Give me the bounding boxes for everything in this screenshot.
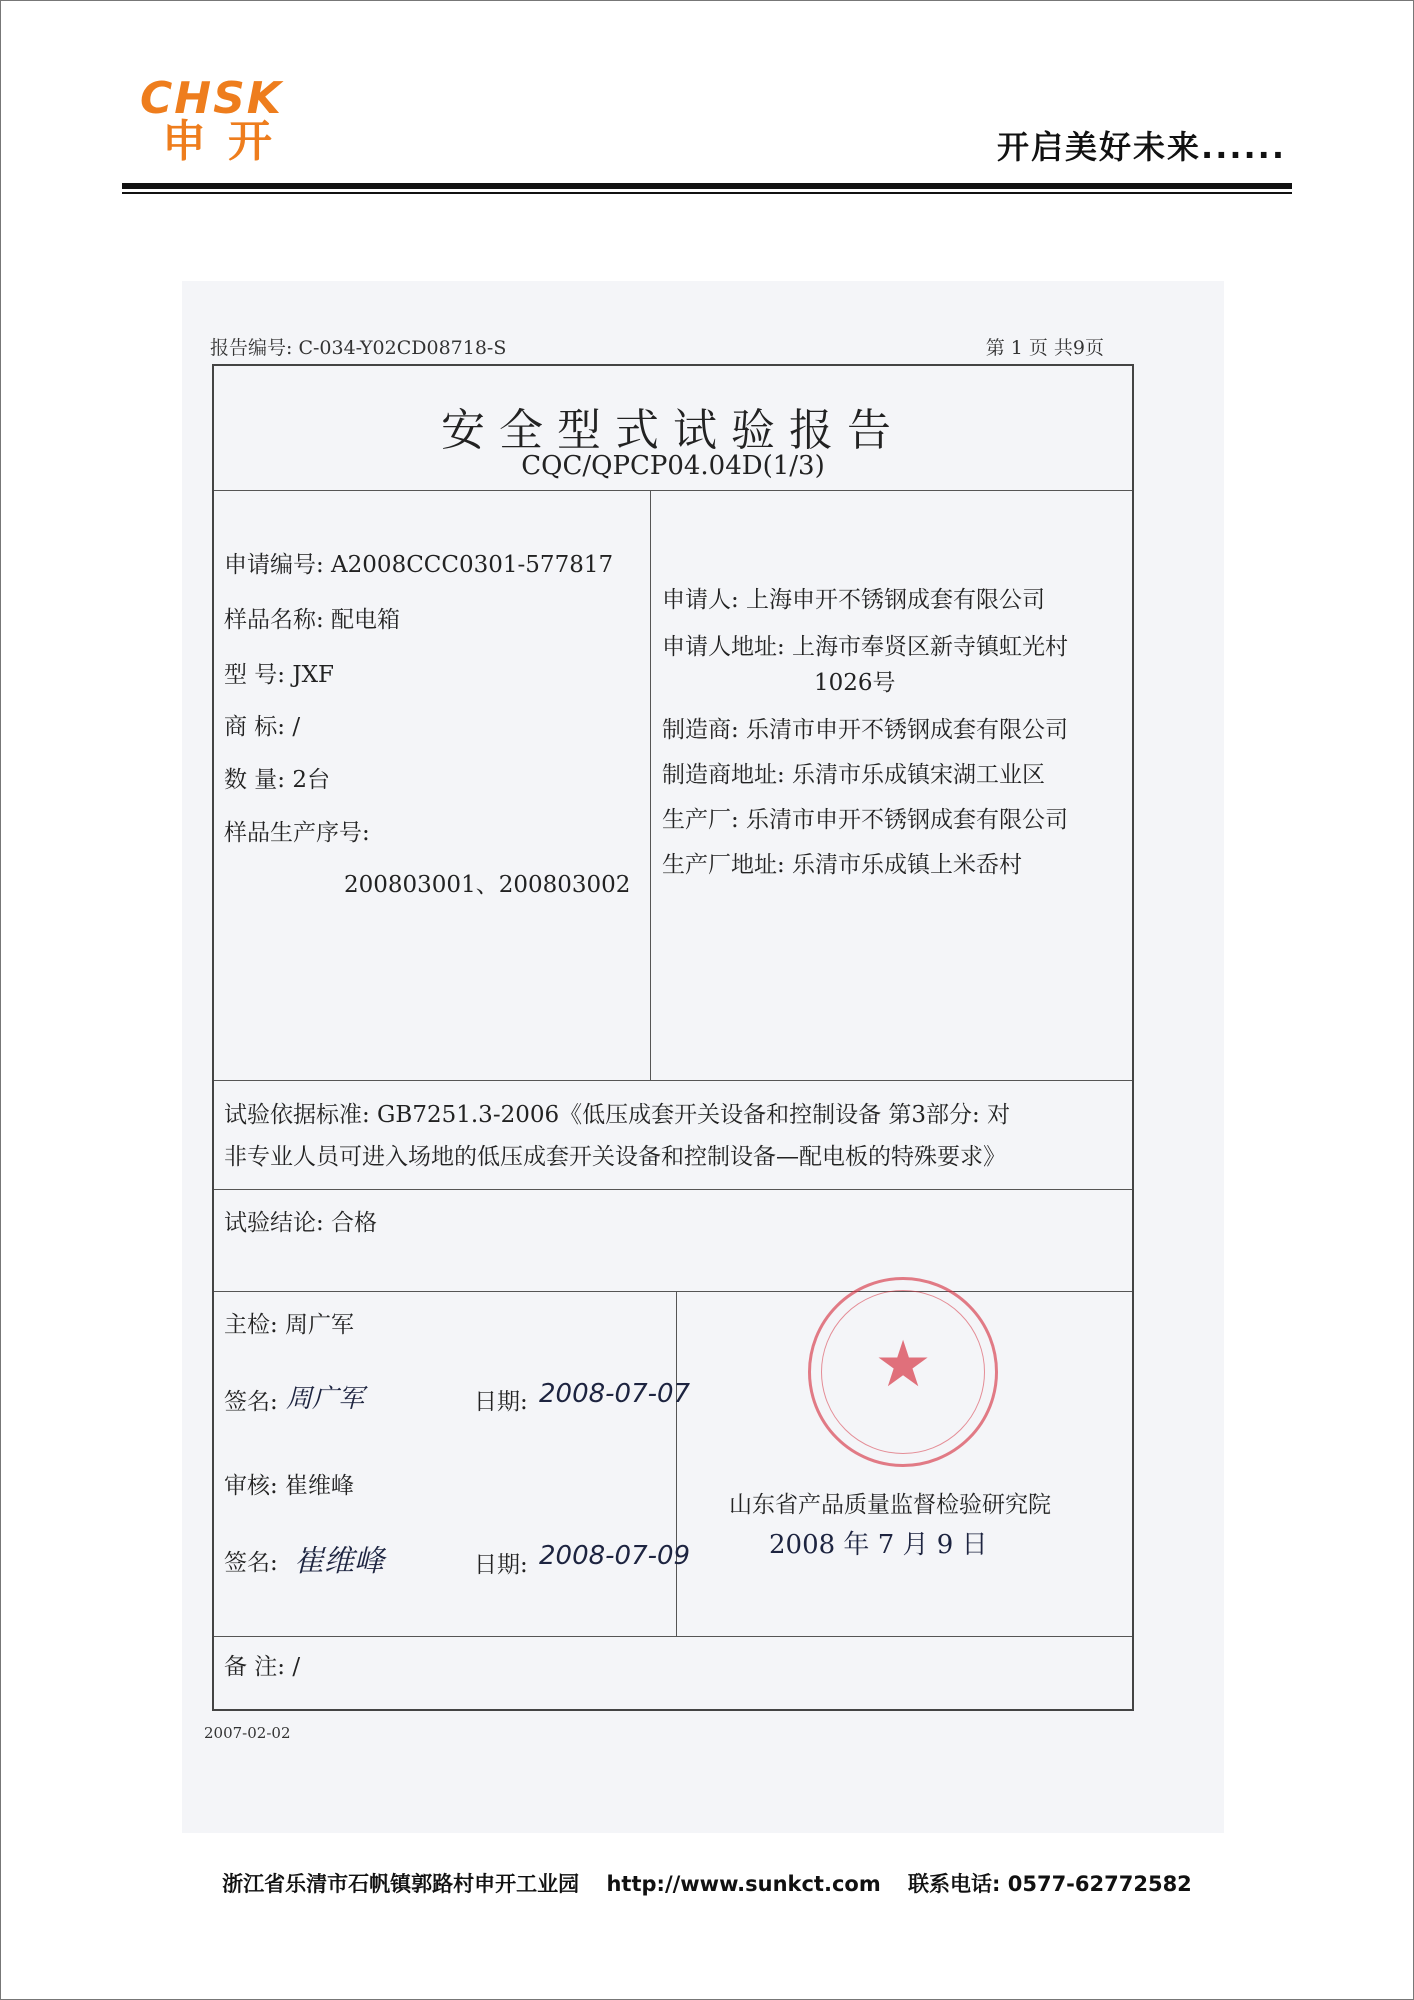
footer-contact: [0, 1868, 1414, 1898]
header-divider: [122, 183, 1292, 189]
official-seal-stamp: [808, 1277, 998, 1467]
seal-star-icon: ★: [874, 1328, 932, 1402]
serial-label: 样品生产序号:: [224, 820, 370, 846]
institute-date: 2008 年 7 月 9 日: [769, 1530, 988, 1560]
divider-above-conclusion: [214, 1189, 1132, 1190]
factory: 生产厂: 乐清市申开不锈钢成套有限公司: [662, 807, 1069, 833]
handwritten-date-1: 2008-07-07: [539, 1379, 691, 1409]
footer-website[interactable]: http://www.sunkct.com: [606, 1872, 881, 1896]
test-conclusion: 试验结论: 合格: [224, 1210, 378, 1236]
signature-column-divider: [676, 1291, 677, 1636]
logo-latin-text: CHSK: [140, 73, 283, 124]
remarks: 备 注: /: [224, 1654, 301, 1680]
application-number: 申请编号: A2008CCC0301-577817: [224, 552, 614, 578]
divider-above-signatures: [214, 1291, 1132, 1292]
date-label-2: 日期:: [474, 1552, 528, 1578]
report-number: 报告编号: C-034-Y02CD08718-S: [210, 337, 507, 359]
divider-above-remarks: [214, 1636, 1132, 1637]
testing-institute: 山东省产品质量监督检验研究院: [729, 1492, 1051, 1518]
applicant-address: 申请人地址: 上海市奉贤区新寺镇虹光村: [662, 634, 1069, 660]
company-logo: [140, 75, 340, 170]
serial-values: 200803001、200803002: [344, 872, 631, 898]
logo-chinese-text: 申开: [162, 116, 294, 167]
footer-address: 浙江省乐清市石帆镇郭路村申开工业园: [222, 1872, 580, 1896]
page-indicator: 第 1 页 共9页: [985, 337, 1104, 359]
report-title: 安全型式试验报告: [441, 405, 905, 456]
chief-inspector: 主检: 周广军: [224, 1312, 355, 1338]
handwritten-signature-1: 周广军: [286, 1384, 365, 1414]
reviewer: 审核: 崔维峰: [224, 1473, 355, 1499]
divider-above-standard: [214, 1080, 1132, 1081]
model: 型 号: JXF: [224, 662, 334, 688]
applicant-address-cont: 1026号: [814, 670, 896, 696]
handwritten-signature-2: 崔维峰: [294, 1544, 384, 1579]
test-standard-line-2: 非专业人员可进入场地的低压成套开关设备和控制设备—配电板的特殊要求》: [224, 1144, 1006, 1170]
header-divider-thin: [122, 192, 1292, 194]
trademark: 商 标: /: [224, 714, 301, 740]
date-label-1: 日期:: [474, 1389, 528, 1415]
factory-address: 生产厂地址: 乐清市乐成镇上米岙村: [662, 852, 1023, 878]
column-divider: [650, 490, 651, 1080]
handwritten-date-2: 2008-07-09: [539, 1541, 691, 1571]
quantity: 数 量: 2台: [224, 767, 331, 793]
company-slogan: 开启美好未来......: [997, 128, 1286, 166]
divider-under-title: [214, 490, 1132, 491]
signature-label-1: 签名:: [224, 1389, 278, 1415]
applicant: 申请人: 上海申开不锈钢成套有限公司: [662, 587, 1046, 613]
form-code: CQC/QPCP04.04D(1/3): [521, 451, 825, 481]
signature-label-2: 签名:: [224, 1550, 278, 1576]
test-standard-line-1: 试验依据标准: GB7251.3-2006《低压成套开关设备和控制设备 第3部分: 对: [224, 1102, 1011, 1128]
report-form: [212, 364, 1134, 1711]
sample-name: 样品名称: 配电箱: [224, 607, 401, 633]
footer-phone: 联系电话: 0577-62772582: [908, 1872, 1192, 1896]
manufacturer: 制造商: 乐清市申开不锈钢成套有限公司: [662, 717, 1069, 743]
scanned-report: [182, 281, 1224, 1833]
form-version-date: 2007-02-02: [204, 1724, 291, 1742]
manufacturer-address: 制造商地址: 乐清市乐成镇宋湖工业区: [662, 762, 1046, 788]
